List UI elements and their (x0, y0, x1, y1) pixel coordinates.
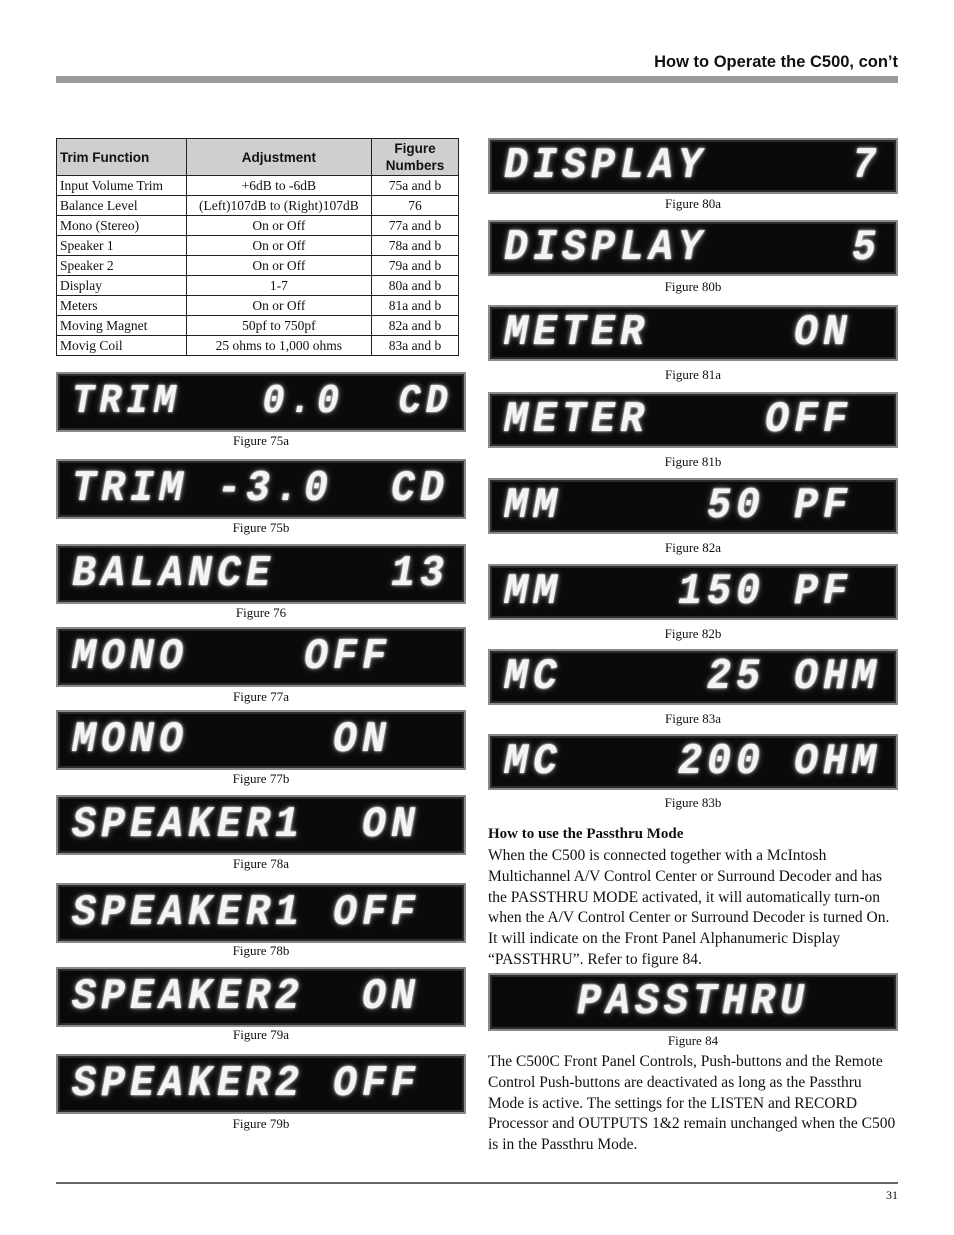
display-text: DISPLAY 5 (504, 223, 882, 273)
figure-caption: Figure 78b (232, 943, 290, 958)
cell-trim-function: Meters (57, 296, 187, 316)
figure-84-caption: Figure 84 (667, 1033, 719, 1048)
display-figure (488, 478, 898, 534)
cell-adjustment: 1-7 (186, 276, 371, 296)
cell-trim-function: Balance Level (57, 196, 187, 216)
display-figure (488, 564, 898, 620)
cell-trim-function: Display (57, 276, 187, 296)
figure-caption: Figure 81a (665, 367, 721, 382)
cell-adjustment: +6dB to -6dB (186, 176, 371, 196)
table-row (57, 216, 459, 236)
table-row (57, 336, 459, 356)
column-header-figure-numbers: Figure Numbers (372, 139, 459, 176)
display-text: SPEAKER2 OFF (72, 1059, 421, 1109)
figure-caption: Figure 80a (665, 196, 721, 211)
display-figure (56, 1054, 466, 1114)
cell-adjustment: On or Off (186, 236, 371, 256)
display-figure (56, 372, 466, 432)
figure-caption: Figure 80b (664, 279, 722, 294)
table-row (57, 236, 459, 256)
column-header-trim-function: Trim Function (57, 139, 187, 176)
passthru-heading: How to use the Passthru Mode (488, 826, 684, 842)
figure-caption: Figure 82a (665, 540, 721, 555)
display-figure (56, 544, 466, 604)
cell-figure-numbers: 79a and b (372, 256, 459, 276)
figure-caption: Figure 79b (232, 1116, 290, 1131)
figure-caption: Figure 81b (664, 454, 722, 469)
passthru-paragraph-2: The C500C Front Panel Controls, Push-buttons and the Remote Control Push-buttons are deactivated as long as the Passthru Mode is active. The settings for the LISTEN and RECORD Processor and OUTPUTS 1&2 remain unchanged when the C500 is in the Passthru Mode. (488, 1053, 896, 1154)
cell-adjustment: On or Off (186, 296, 371, 316)
cell-figure-numbers: 78a and b (372, 236, 459, 256)
cell-trim-function: Mono (Stereo) (57, 216, 187, 236)
passthru-paragraph-1: When the C500 is connected together with a McIntosh Multichannel A/V Control Center or Surround Decoder and has the PASSTHRU MODE activated, it will automatically turn-on when the A/V Control Center or Surround Decoder is turned On. It will indicate on the Front Panel Alphanumeric Display “PASSTHRU”. Refer to figure 84. (488, 847, 890, 968)
display-text: METER OFF (504, 395, 853, 445)
table-row (57, 256, 459, 276)
cell-figure-numbers: 81a and b (372, 296, 459, 316)
figure-caption: Figure 77b (232, 771, 290, 786)
figure-caption: Figure 82b (664, 626, 722, 641)
cell-trim-function: Speaker 1 (57, 236, 187, 256)
table-row (57, 296, 459, 316)
display-text: MONO OFF (72, 632, 392, 682)
figure-caption: Figure 83b (664, 795, 722, 810)
cell-figure-numbers: 75a and b (372, 176, 459, 196)
display-text: SPEAKER1 ON (72, 800, 421, 850)
display-text: SPEAKER1 OFF (72, 888, 421, 938)
display-text: TRIM 0.0 CD (72, 378, 453, 426)
display-figure (488, 305, 898, 361)
display-text: MM 50 PF (504, 481, 853, 531)
cell-trim-function: Moving Magnet (57, 316, 187, 336)
cell-adjustment: On or Off (186, 256, 371, 276)
display-figure (56, 883, 466, 943)
display-text: BALANCE 13 (72, 549, 450, 599)
display-text: TRIM -3.0 CD (72, 464, 450, 514)
display-text: METER ON (504, 308, 853, 358)
figure-caption: Figure 77a (233, 689, 289, 704)
cell-adjustment: On or Off (186, 216, 371, 236)
display-figure (56, 795, 466, 855)
table-header-row (57, 139, 459, 176)
trim-function-table (56, 138, 459, 356)
cell-adjustment: 25 ohms to 1,000 ohms (186, 336, 371, 356)
display-figure (488, 734, 898, 790)
figure-caption: Figure 83a (665, 711, 721, 726)
table-row (57, 176, 459, 196)
cell-adjustment: 50pf to 750pf (186, 316, 371, 336)
display-figure (56, 967, 466, 1027)
display-text: MM 150 PF (504, 567, 853, 617)
display-text: PASSTHRU (576, 977, 810, 1027)
cell-trim-function: Input Volume Trim (57, 176, 187, 196)
display-text: MONO ON (72, 715, 392, 765)
table-row (57, 276, 459, 296)
figure-caption: Figure 75b (232, 520, 290, 535)
footer-rule (56, 1182, 898, 1184)
page-header-title: How to Operate the C500, con’t (654, 53, 898, 71)
cell-figure-numbers: 77a and b (372, 216, 459, 236)
figure-caption: Figure 79a (233, 1027, 289, 1042)
display-text: MC 25 OHM (504, 652, 882, 702)
cell-trim-function: Movig Coil (57, 336, 187, 356)
column-header-adjustment: Adjustment (186, 139, 371, 176)
cell-adjustment: (Left)107dB to (Right)107dB (186, 196, 371, 216)
cell-trim-function: Speaker 2 (57, 256, 187, 276)
display-figure (56, 627, 466, 687)
figure-84-display (488, 973, 898, 1031)
display-figure (488, 220, 898, 276)
display-text: SPEAKER2 ON (72, 972, 421, 1022)
figure-caption: Figure 78a (233, 856, 289, 871)
display-figure (488, 392, 898, 448)
figure-caption: Figure 76 (235, 605, 287, 620)
page-number: 31 (886, 1188, 898, 1202)
figure-caption: Figure 75a (233, 433, 289, 448)
display-text: DISPLAY 7 (504, 141, 882, 191)
display-text: MC 200 OHM (504, 737, 882, 787)
display-figure (56, 710, 466, 770)
cell-figure-numbers: 83a and b (372, 336, 459, 356)
header-rule (56, 76, 898, 83)
display-figure (488, 649, 898, 705)
cell-figure-numbers: 82a and b (372, 316, 459, 336)
display-figure (488, 138, 898, 194)
table-row (57, 196, 459, 216)
cell-figure-numbers: 80a and b (372, 276, 459, 296)
cell-figure-numbers: 76 (372, 196, 459, 216)
table-row (57, 316, 459, 336)
display-figure (56, 459, 466, 519)
